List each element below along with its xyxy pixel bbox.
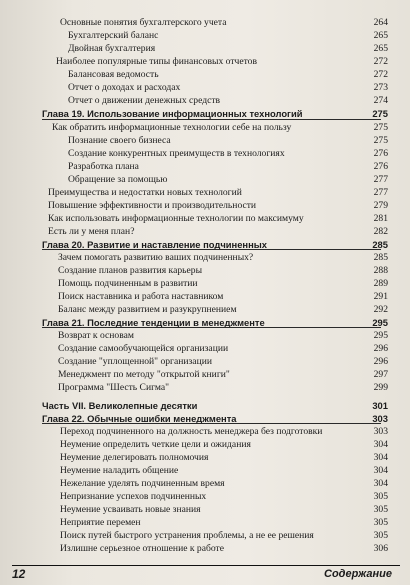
toc-entry-page: 272	[373, 69, 388, 80]
toc-entry	[0, 278, 410, 290]
toc-entry-page: 305	[373, 517, 388, 528]
toc-entry-page: 303	[372, 413, 388, 424]
toc-entry-page: 265	[373, 30, 388, 41]
toc-entry	[0, 369, 410, 381]
toc-entry-page: 295	[372, 317, 388, 328]
toc-entry-page: 265	[373, 43, 388, 54]
toc-entry-page: 276	[373, 161, 388, 172]
toc-entry-title: Возврат к основам	[58, 330, 134, 341]
toc-entry	[0, 17, 410, 29]
toc-entry-page: 279	[373, 200, 388, 211]
toc-entry-title: Нежелание уделять подчиненным время	[60, 478, 225, 489]
toc-entry-page: 297	[373, 369, 388, 380]
toc-entry	[0, 426, 410, 438]
toc-entry	[0, 504, 410, 516]
part-heading	[0, 400, 410, 412]
toc-entry	[0, 330, 410, 342]
toc-entry-title: Балансовая ведомость	[68, 69, 159, 80]
toc-entry-title: Глава 20. Развитие и наставление подчиненных	[42, 239, 267, 250]
toc-entry-title: Обращение за помощью	[68, 174, 168, 185]
toc-entry	[0, 174, 410, 186]
toc-entry-title: Неумение наладить общение	[60, 465, 179, 476]
toc-entry-page: 296	[373, 343, 388, 354]
toc-entry	[0, 265, 410, 277]
toc-entry-page: 296	[373, 356, 388, 367]
toc-entry-page: 304	[373, 439, 388, 450]
toc-entry-page: 305	[373, 491, 388, 502]
toc-entry-page: 275	[373, 122, 388, 133]
toc-entry-title: Разработка плана	[68, 161, 139, 172]
toc-entry	[0, 69, 410, 81]
toc-entry-page: 277	[373, 187, 388, 198]
toc-entry-title: Основные понятия бухгалтерского учета	[60, 17, 227, 28]
toc-entry-page: 304	[373, 452, 388, 463]
toc-entry-title: Баланс между развитием и разукрупнением	[58, 304, 237, 315]
toc-entry-title: Неприятие перемен	[60, 517, 141, 528]
toc-entry-title: Менеджмент по методу "открытой книги"	[58, 369, 230, 380]
toc-entry-title: Создание конкурентных преимуществ в технологиях	[68, 148, 285, 159]
toc-entry	[0, 291, 410, 303]
toc-entry-page: 285	[372, 239, 388, 250]
toc-entry-page: 275	[372, 108, 388, 119]
toc-entry-title: Создание "уплощенной" организации	[58, 356, 212, 367]
toc-entry-title: Преимущества и недостатки новых технологий	[48, 187, 242, 198]
toc-entry	[0, 304, 410, 316]
toc-entry-page: 276	[373, 148, 388, 159]
footer-rule	[12, 565, 400, 566]
toc-entry-page: 306	[373, 543, 388, 554]
toc-entry	[0, 43, 410, 55]
toc-entry-title: Отчет о движении денежных средств	[68, 95, 221, 106]
toc-entry	[0, 187, 410, 199]
toc-entry-title: Наиболее популярные типы финансовых отчетов	[56, 56, 257, 67]
toc-entry-page: 275	[373, 135, 388, 146]
toc-entry	[0, 122, 410, 134]
toc-entry-page: 305	[373, 504, 388, 515]
toc-entry-title: Отчет о доходах и расходах	[68, 82, 181, 93]
toc-entry	[0, 517, 410, 529]
toc-entry	[0, 82, 410, 94]
toc-entry	[0, 56, 410, 68]
toc-entry	[0, 452, 410, 464]
toc-entry-title: Бухгалтерский баланс	[68, 30, 159, 41]
toc-entry	[0, 30, 410, 42]
toc-entry-page: 264	[373, 17, 388, 28]
toc-entry-title: Поиск путей быстрого устранения проблемы, а не ее решения	[60, 530, 314, 541]
toc-entry-title: Глава 19. Использование информационных технологий	[42, 108, 303, 119]
toc-entry	[0, 382, 410, 394]
toc-entry	[0, 226, 410, 238]
toc-entry-title: Зачем помогать развитию ваших подчиненных?	[58, 252, 254, 263]
chapter-rule	[42, 249, 381, 250]
toc-entry	[0, 252, 410, 264]
toc-entry	[0, 491, 410, 503]
toc-entry-page: 304	[373, 465, 388, 476]
toc-entry-page: 299	[373, 382, 388, 393]
toc-entry-title: Часть VII. Великолепные десятки	[42, 400, 198, 411]
toc-entry-page: 274	[373, 95, 388, 106]
toc-entry-title: Излишне серьезное отношение к работе	[60, 543, 224, 554]
toc-entry-title: Неумение определить четкие цели и ожидания	[60, 439, 251, 450]
toc-entry-page: 301	[372, 400, 388, 411]
toc-entry	[0, 213, 410, 225]
toc-entry	[0, 530, 410, 542]
toc-entry	[0, 148, 410, 160]
toc-entry-title: Поиск наставника и работа наставником	[58, 291, 224, 302]
page-number: 12	[12, 567, 26, 581]
toc-entry	[0, 95, 410, 107]
toc-entry	[0, 356, 410, 368]
toc-entry-title: Глава 22. Обычные ошибки менеджмента	[42, 413, 237, 424]
toc-entry-page: 288	[373, 265, 388, 276]
toc-entry-page: 277	[373, 174, 388, 185]
chapter-rule	[42, 327, 381, 328]
toc-entry	[0, 543, 410, 555]
toc-entry	[0, 200, 410, 212]
toc-entry-title: Как обратить информационные технологии себе на пользу	[52, 122, 292, 133]
toc-entry-page: 305	[373, 530, 388, 541]
toc-entry-title: Помощь подчиненным в развитии	[58, 278, 198, 289]
toc-entry	[0, 465, 410, 477]
toc-entry	[0, 343, 410, 355]
toc-entry-page: 291	[373, 291, 388, 302]
toc-entry-title: Непризнание успехов подчиненных	[60, 491, 207, 502]
toc-entry-page: 281	[373, 213, 388, 224]
chapter-rule	[42, 119, 381, 120]
toc-entry-title: Переход подчиненного на должность менеджера без подготовки	[60, 426, 323, 437]
toc-entry-title: Глава 21. Последние тенденции в менеджменте	[42, 317, 265, 328]
toc-entry-title: Создание планов развития карьеры	[58, 265, 203, 276]
toc-entry-title: Повышение эффективности и производительности	[48, 200, 257, 211]
toc-entry-page: 272	[373, 56, 388, 67]
toc-entry	[0, 439, 410, 451]
toc-entry-page: 292	[373, 304, 388, 315]
toc-entry-title: Есть ли у меня план?	[48, 226, 135, 237]
toc-entry-title: Создание самообучающейся организации	[58, 343, 229, 354]
toc-entry-page: 289	[373, 278, 388, 289]
toc-entry	[0, 161, 410, 173]
running-title: Содержание	[324, 568, 392, 580]
toc-entry-page: 282	[373, 226, 388, 237]
toc-entry-title: Двойная бухгалтерия	[68, 43, 156, 54]
toc-entry-page: 303	[373, 426, 388, 437]
toc-entry-page: 304	[373, 478, 388, 489]
toc-entry-page: 285	[373, 252, 388, 263]
toc-entry	[0, 135, 410, 147]
toc-entry	[0, 478, 410, 490]
toc-entry-page: 273	[373, 82, 388, 93]
toc-entry-title: Познание своего бизнеса	[68, 135, 171, 146]
toc-entry-title: Неумение усваивать новые знания	[60, 504, 201, 515]
toc-entry-title: Программа "Шесть Сигма"	[58, 382, 170, 393]
toc-entry-title: Неумение делегировать полномочия	[60, 452, 209, 463]
toc-entry-title: Как использовать информационные технологии по максимуму	[48, 213, 304, 224]
toc-entry-page: 295	[373, 330, 388, 341]
chapter-rule	[42, 423, 381, 424]
